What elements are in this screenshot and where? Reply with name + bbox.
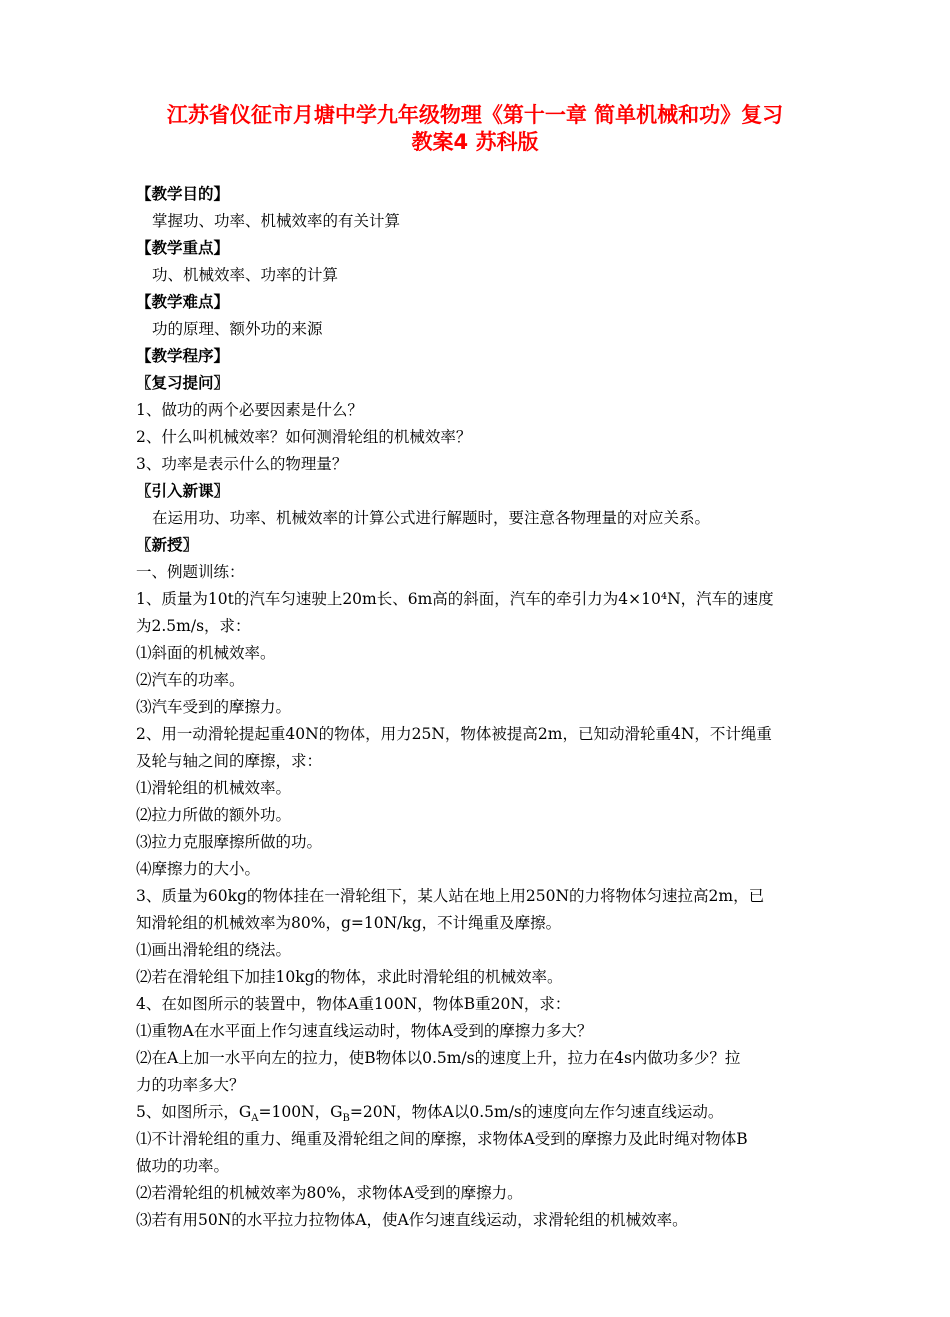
problem-3-line: 3、质量为60kg的物体挂在一滑轮组下，某人站在地上用250N的力将物体匀速拉高2m，已 xyxy=(136,887,765,905)
subscript-b: B xyxy=(342,1113,350,1125)
problem-4-part: ⑵在A上加一水平向左的拉力，使B物体以0.5m/s的速度上升，拉力在4s内做功多少？拉 xyxy=(136,1049,741,1067)
problem-5-part: ⑵若滑轮组的机械效率为80%，求物体A受到的摩擦力。 xyxy=(136,1184,523,1202)
problem-4-line: 4、在如图所示的装置中，物体A重100N，物体B重20N，求： xyxy=(136,995,571,1013)
section-text-key-points: 功、机械效率、功率的计算 xyxy=(152,266,339,284)
problem-2-part: ⑶拉力克服摩擦所做的功。 xyxy=(136,833,323,851)
subsection-heading-review: 〖复习提问〗 xyxy=(136,374,230,392)
problem-3-line: 知滑轮组的机械效率为80%，g=10N/kg，不计绳重及摩擦。 xyxy=(136,914,562,932)
problem-1-part: ⑶汽车受到的摩擦力。 xyxy=(136,698,292,716)
problem-2-part: ⑵拉力所做的额外功。 xyxy=(136,806,292,824)
section-heading-procedure: 【教学程序】 xyxy=(136,347,230,365)
problem-1-part: ⑵汽车的功率。 xyxy=(136,671,245,689)
review-question: 3、功率是表示什么的物理量？ xyxy=(136,455,348,473)
problem-1-line: 为2.5m/s，求： xyxy=(136,617,251,635)
document-title-line-1: 江苏省仪征市月塘中学九年级物理《第十一章 简单机械和功》复习 xyxy=(166,103,784,127)
problem-2-part: ⑷摩擦力的大小。 xyxy=(136,860,261,878)
problem-5-part: ⑶若有用50N的水平拉力拉物体A，使A作匀速直线运动，求滑轮组的机械效率。 xyxy=(136,1211,688,1229)
introduction-text: 在运用功、功率、机械效率的计算公式进行解题时，要注意各物理量的对应关系。 xyxy=(152,509,711,527)
review-question: 2、什么叫机械效率？如何测滑轮组的机械效率？ xyxy=(136,428,472,446)
problem-2-line: 及轮与轴之间的摩擦，求： xyxy=(136,752,323,770)
problem-3-part: ⑵若在滑轮组下加挂10kg的物体，求此时滑轮组的机械效率。 xyxy=(136,968,563,986)
problem-5-text: =100N，G xyxy=(258,1103,343,1121)
section-heading-difficulties: 【教学难点】 xyxy=(136,293,230,311)
problem-4-part: ⑴重物A在水平面上作匀速直线运动时，物体A受到的摩擦力多大？ xyxy=(136,1022,593,1040)
section-heading-key-points: 【教学重点】 xyxy=(136,239,230,257)
problem-5-text: =20N，物体A以0.5m/s的速度向左作匀速直线运动。 xyxy=(349,1103,724,1121)
problem-2-line: 2、用一动滑轮提起重40N的物体，用力25N，物体被提高2m，已知动滑轮重4N，不计绳重 xyxy=(136,725,772,743)
examples-label: 一、例题训练： xyxy=(136,563,245,581)
review-question: 1、做功的两个必要因素是什么？ xyxy=(136,401,363,419)
problem-1-line: 1、质量为10t的汽车匀速驶上20m长、6m高的斜面，汽车的牵引力为4×10⁴N，汽车的速度 xyxy=(136,590,774,608)
problem-3-part: ⑴画出滑轮组的绕法。 xyxy=(136,941,292,959)
problem-5-part: ⑴不计滑轮组的重力、绳重及滑轮组之间的摩擦，求物体A受到的摩擦力及此时绳对物体B xyxy=(136,1130,748,1148)
document-title-line-2: 教案4 苏科版 xyxy=(411,130,539,154)
section-text-objectives: 掌握功、功率、机械效率的有关计算 xyxy=(152,212,401,230)
problem-5-part: 做功的功率。 xyxy=(136,1157,230,1175)
subsection-heading-introduction: 〖引入新课〗 xyxy=(136,482,230,500)
problem-5-text: 5、如图所示，G xyxy=(136,1103,252,1121)
problem-1-part: ⑴斜面的机械效率。 xyxy=(136,644,276,662)
document-body xyxy=(136,181,856,1234)
problem-5-line xyxy=(136,1099,856,1126)
section-text-difficulties: 功的原理、额外功的来源 xyxy=(152,320,323,338)
subsection-heading-new-lesson: 〖新授〗 xyxy=(136,536,199,554)
problem-2-part: ⑴滑轮组的机械效率。 xyxy=(136,779,292,797)
subscript-a: A xyxy=(251,1113,259,1125)
section-heading-objectives: 【教学目的】 xyxy=(136,185,230,203)
problem-4-part: 力的功率多大？ xyxy=(136,1076,245,1094)
